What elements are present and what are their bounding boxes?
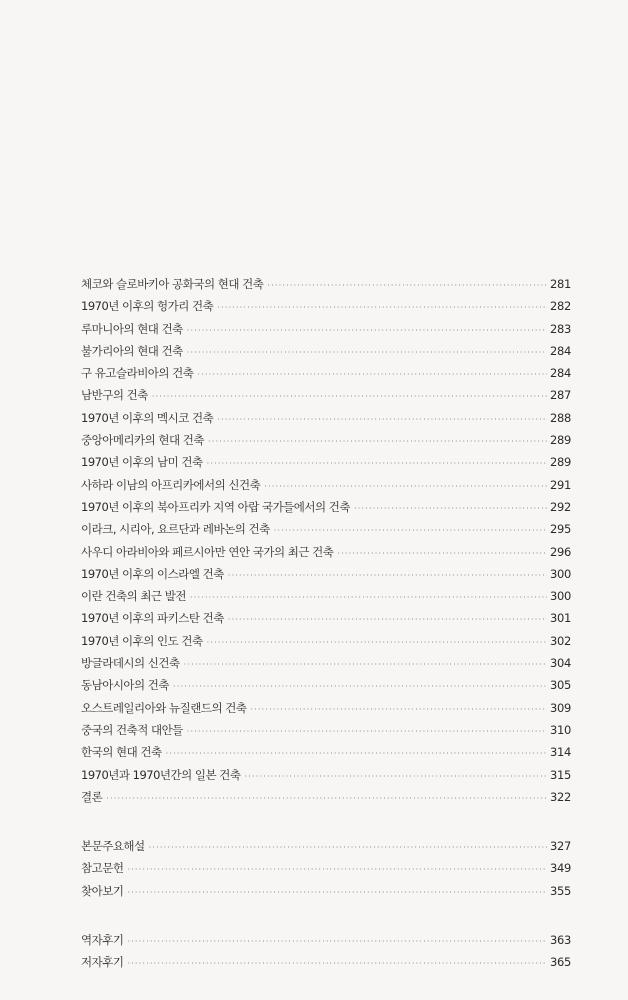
toc-entry-page-number: 284 — [549, 366, 571, 381]
toc-entry-title: 중국의 건축적 대안들 — [81, 722, 183, 737]
toc-entry-title: 남반구의 건축 — [81, 388, 148, 403]
toc-entry-page-number: 300 — [549, 589, 571, 604]
toc-entry-title: 1970년 이후의 파키스탄 건축 — [81, 611, 224, 626]
toc-entry — [81, 362, 571, 384]
toc-entry-title: 불가리아의 현대 건축 — [81, 343, 183, 358]
toc-entry-title: 저자후기 — [81, 955, 124, 970]
toc-entry — [81, 697, 571, 719]
toc-entry-title: 역자후기 — [81, 933, 124, 948]
dot-leader — [337, 543, 547, 565]
toc-entry — [81, 541, 571, 563]
toc-entry-page-number: 304 — [549, 656, 571, 671]
toc-entry-page-number: 300 — [549, 566, 571, 581]
toc-entry-title: 1970년 이후의 헝가리 건축 — [81, 299, 214, 314]
dot-leader — [187, 342, 547, 364]
toc-entry — [81, 407, 571, 429]
toc-entry-page-number: 314 — [549, 745, 571, 760]
toc-section-appendix — [81, 835, 571, 902]
toc-entry-page-number: 283 — [549, 321, 571, 336]
toc-entry-page-number: 363 — [549, 933, 571, 948]
toc-entry-page-number: 296 — [549, 544, 571, 559]
toc-entry-title: 오스트레일리아와 뉴질랜드의 건축 — [81, 700, 247, 715]
toc-entry — [81, 652, 571, 674]
toc-entry — [81, 451, 571, 473]
dot-leader — [197, 364, 547, 386]
toc-entry — [81, 857, 571, 879]
dot-leader — [228, 609, 547, 631]
dot-leader — [244, 766, 546, 788]
toc-entry — [81, 518, 571, 540]
toc-section-chapters — [81, 273, 571, 808]
table-of-contents — [81, 273, 571, 974]
dot-leader — [228, 565, 547, 587]
toc-entry-page-number: 322 — [549, 789, 571, 804]
toc-entry-page-number: 301 — [549, 611, 571, 626]
toc-entry-title: 중앙아메리카의 현대 건축 — [81, 433, 205, 448]
toc-entry-page-number: 289 — [549, 455, 571, 470]
toc-entry — [81, 563, 571, 585]
toc-entry — [81, 273, 571, 295]
dot-leader — [217, 297, 547, 319]
section-gap — [81, 808, 571, 835]
toc-entry-title: 사하라 이남의 아프리카에서의 신건축 — [81, 477, 261, 492]
toc-entry — [81, 951, 571, 973]
toc-entry-page-number: 289 — [549, 433, 571, 448]
toc-entry-page-number: 282 — [549, 299, 571, 314]
toc-entry — [81, 318, 571, 340]
toc-entry-page-number: 309 — [549, 700, 571, 715]
dot-leader — [354, 498, 547, 520]
toc-entry-title: 구 유고슬라비아의 건축 — [81, 366, 194, 381]
toc-entry — [81, 384, 571, 406]
dot-leader — [207, 453, 547, 475]
dot-leader — [184, 654, 547, 676]
toc-entry-title: 1970년 이후의 남미 건축 — [81, 455, 203, 470]
toc-entry-title: 루마니아의 현대 건축 — [81, 321, 183, 336]
dot-leader — [127, 882, 547, 904]
toc-entry — [81, 630, 571, 652]
toc-entry-title: 1970년 이후의 이스라엘 건축 — [81, 566, 224, 581]
toc-entry-title: 방글라데시의 신건축 — [81, 656, 180, 671]
toc-entry-page-number: 292 — [549, 499, 571, 514]
toc-entry — [81, 929, 571, 951]
dot-leader — [127, 859, 547, 881]
toc-entry-page-number: 295 — [549, 522, 571, 537]
toc-entry-title: 이라크, 시리아, 요르단과 레바논의 건축 — [81, 522, 270, 537]
toc-entry-title: 사우디 아라비아와 페르시아만 연안 국가의 최근 건축 — [81, 544, 334, 559]
dot-leader — [250, 699, 546, 721]
dot-leader — [267, 275, 547, 297]
toc-entry — [81, 496, 571, 518]
dot-leader — [152, 386, 547, 408]
toc-entry — [81, 835, 571, 857]
toc-entry-page-number: 315 — [549, 767, 571, 782]
toc-section-afterword — [81, 929, 571, 974]
toc-entry-title: 결론 — [81, 789, 103, 804]
dot-leader — [106, 788, 547, 810]
toc-entry — [81, 340, 571, 362]
toc-entry-title: 본문주요해설 — [81, 839, 145, 854]
toc-entry-page-number: 305 — [549, 678, 571, 693]
dot-leader — [187, 320, 547, 342]
dot-leader — [208, 431, 547, 453]
toc-entry-title: 체코와 슬로바키아 공화국의 현대 건축 — [81, 277, 264, 291]
toc-entry-page-number: 365 — [549, 955, 571, 970]
toc-entry — [81, 719, 571, 741]
dot-leader — [127, 953, 547, 975]
toc-entry — [81, 741, 571, 763]
toc-entry-title: 한국의 현대 건축 — [81, 745, 162, 760]
toc-entry — [81, 607, 571, 629]
toc-entry-page-number: 281 — [549, 277, 571, 291]
dot-leader — [166, 743, 547, 765]
toc-entry — [81, 429, 571, 451]
dot-leader — [127, 931, 547, 953]
dot-leader — [173, 676, 547, 698]
toc-entry-page-number: 302 — [549, 633, 571, 648]
toc-entry-title: 1970년 이후의 북아프리카 지역 아랍 국가들에서의 건축 — [81, 499, 350, 514]
toc-entry-page-number: 310 — [549, 722, 571, 737]
toc-entry-page-number: 288 — [549, 410, 571, 425]
dot-leader — [149, 837, 547, 859]
toc-entry-page-number: 287 — [549, 388, 571, 403]
toc-entry-title: 찾아보기 — [81, 883, 124, 898]
toc-entry-page-number: 355 — [549, 883, 571, 898]
toc-entry-page-number: 291 — [549, 477, 571, 492]
toc-entry — [81, 295, 571, 317]
toc-entry — [81, 764, 571, 786]
toc-entry — [81, 786, 571, 808]
toc-entry-title: 이란 건축의 최근 발전 — [81, 589, 186, 604]
toc-entry-title: 1970년과 1970년간의 일본 건축 — [81, 767, 241, 782]
toc-entry-title: 1970년 이후의 멕시코 건축 — [81, 410, 214, 425]
dot-leader — [187, 721, 547, 743]
toc-entry-page-number: 284 — [549, 343, 571, 358]
toc-entry-title: 동남아시아의 건축 — [81, 678, 170, 693]
toc-entry — [81, 585, 571, 607]
toc-entry-page-number: 327 — [549, 839, 571, 854]
dot-leader — [190, 587, 547, 609]
toc-entry — [81, 474, 571, 496]
dot-leader — [217, 409, 547, 431]
toc-entry-title: 참고문헌 — [81, 861, 124, 876]
toc-entry-page-number: 349 — [549, 861, 571, 876]
toc-entry — [81, 674, 571, 696]
section-gap — [81, 902, 571, 929]
dot-leader — [264, 476, 547, 498]
toc-entry — [81, 880, 571, 902]
toc-entry-title: 1970년 이후의 인도 건축 — [81, 633, 203, 648]
dot-leader — [274, 520, 547, 542]
dot-leader — [207, 632, 547, 654]
